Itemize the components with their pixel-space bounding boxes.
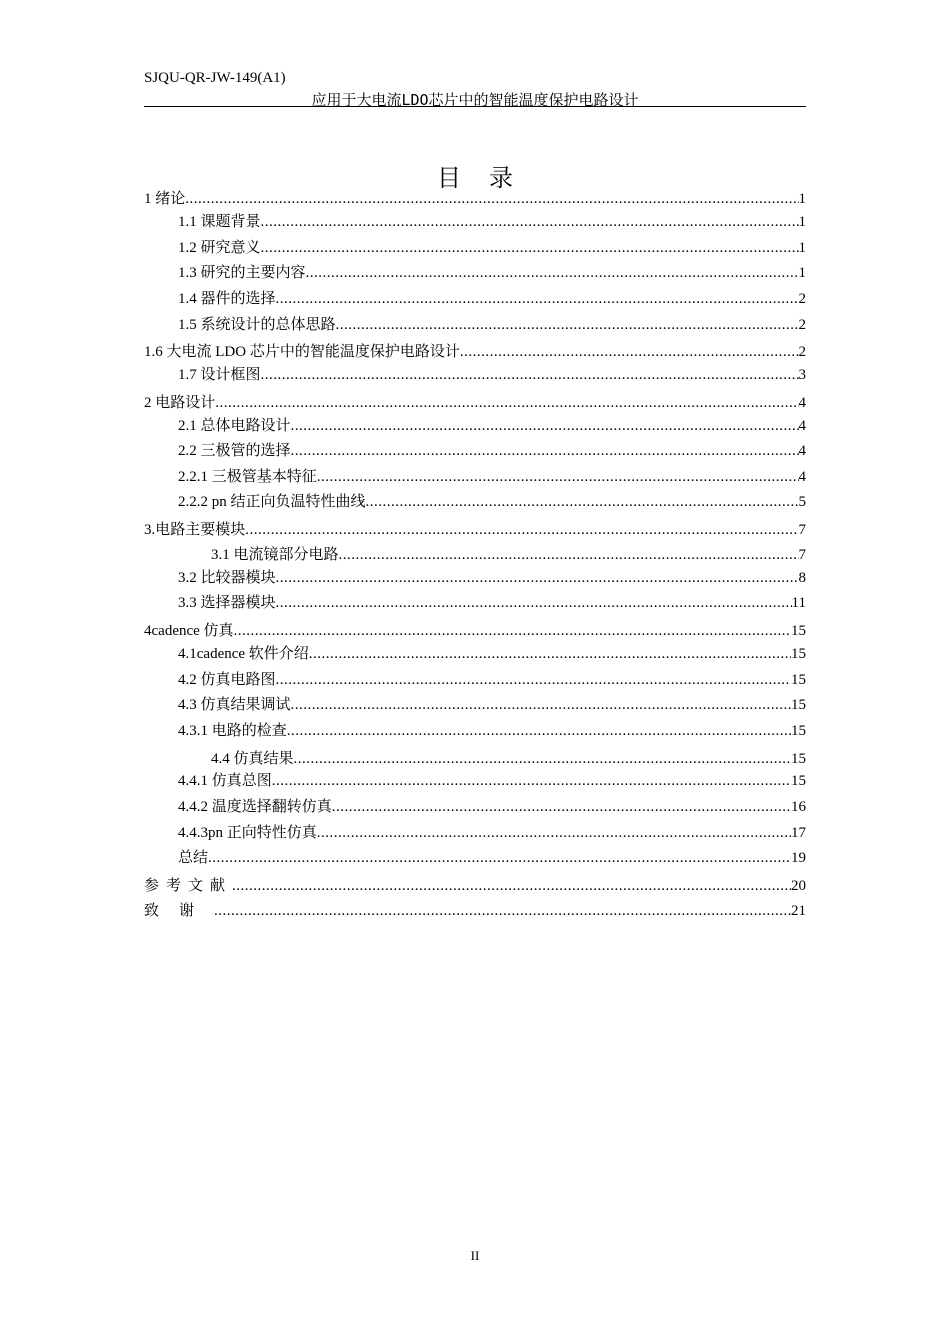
- toc-entry-label: 4.4.3pn 正向特性仿真: [178, 825, 317, 841]
- toc-entry[interactable]: [144, 620, 806, 642]
- toc-entry[interactable]: [144, 392, 806, 414]
- toc-entry-label: 1.2 研究意义: [178, 240, 261, 256]
- toc-dot-leader: [306, 262, 799, 284]
- toc-entry[interactable]: [144, 466, 806, 488]
- toc-entry-page: 17: [791, 825, 806, 841]
- toc-entry[interactable]: [144, 364, 806, 386]
- toc-entry[interactable]: [144, 694, 806, 716]
- toc-entry[interactable]: [144, 341, 806, 363]
- toc-dot-leader: [276, 669, 791, 691]
- page-number: II: [470, 1248, 480, 1263]
- toc-entry[interactable]: [144, 669, 806, 691]
- toc-dot-leader: [332, 796, 791, 818]
- toc-entry-page: 21: [791, 903, 806, 919]
- toc-dot-leader: [261, 211, 799, 233]
- toc-dot-leader: [276, 288, 799, 310]
- toc-dot-leader: [208, 847, 791, 869]
- toc-entry-page: 4: [798, 443, 806, 459]
- toc-entry-label: 3.2 比较器模块: [178, 570, 276, 586]
- toc-entry-page: 16: [791, 799, 806, 815]
- toc-entry-page: 19: [791, 850, 806, 866]
- toc-entry[interactable]: [144, 519, 806, 541]
- header-divider: [144, 106, 806, 107]
- toc-entry[interactable]: [144, 847, 806, 869]
- toc-dot-leader: [215, 392, 798, 414]
- toc-entry-label: 1.7 设计框图: [178, 367, 261, 383]
- toc-entry-label: 2.2.2 pn 结正向负温特性曲线: [178, 494, 366, 510]
- toc-dot-leader: [366, 491, 799, 513]
- toc-entry-label: 1.5 系统设计的总体思路: [178, 317, 336, 333]
- toc-entry-label: 2.2.1 三极管基本特征: [178, 469, 317, 485]
- toc-entry-label: 1.4 器件的选择: [178, 291, 276, 307]
- toc-entry[interactable]: [144, 211, 806, 233]
- toc-dot-leader: [460, 341, 799, 363]
- toc-entry-label: 3.3 选择器模块: [178, 595, 276, 611]
- toc-dot-leader: [234, 620, 791, 642]
- toc-entry[interactable]: [144, 415, 806, 437]
- toc-entry[interactable]: [144, 875, 806, 897]
- toc-entry-page: 20: [791, 878, 806, 894]
- toc-entry-page: 5: [798, 494, 806, 510]
- toc-entry-label: 2 电路设计: [144, 395, 216, 411]
- toc-dot-leader: [291, 440, 799, 462]
- toc-entry-page: 11: [791, 595, 806, 611]
- toc-entry[interactable]: [144, 796, 806, 818]
- toc-dot-leader: [317, 466, 799, 488]
- toc-entry-label: 1.6 大电流 LDO 芯片中的智能温度保护电路设计: [144, 344, 460, 360]
- toc-entry-label: 3.1 电流镜部分电路: [211, 547, 339, 563]
- toc-entry-page: 2: [798, 291, 806, 307]
- toc-dot-leader: [276, 592, 792, 614]
- document-code: SJQU-QR-JW-149(A1): [144, 70, 286, 86]
- toc-entry[interactable]: [144, 770, 806, 792]
- toc-entry[interactable]: [144, 288, 806, 310]
- toc-entry-page: 15: [791, 697, 806, 713]
- toc-entry-page: 1: [798, 265, 806, 281]
- toc-entry-page: 15: [791, 646, 806, 662]
- toc-entry[interactable]: [144, 748, 806, 770]
- toc-dot-leader: [317, 822, 791, 844]
- toc-entry-page: 15: [791, 672, 806, 688]
- toc-dot-leader: [294, 748, 791, 770]
- toc-dot-leader: [309, 643, 791, 665]
- toc-entry-label: 1.3 研究的主要内容: [178, 265, 306, 281]
- toc-entry-page: 7: [798, 522, 806, 538]
- toc-entry-page: 7: [798, 547, 806, 563]
- toc-entry-label: 1 绪论: [144, 191, 186, 207]
- toc-dot-leader: [214, 900, 791, 922]
- toc-entry[interactable]: [144, 544, 806, 566]
- toc-entry[interactable]: [144, 643, 806, 665]
- toc-entry-label: 2.1 总体电路设计: [178, 418, 291, 434]
- toc-entry-label: 1.1 课题背景: [178, 214, 261, 230]
- toc-entry-page: 4: [798, 418, 806, 434]
- toc-entry-label: 4.4.1 仿真总图: [178, 773, 272, 789]
- toc-entry[interactable]: [144, 720, 806, 742]
- toc-entry-page: 15: [791, 773, 806, 789]
- toc-dot-leader: [185, 188, 798, 210]
- toc-entry[interactable]: [144, 592, 806, 614]
- toc-entry[interactable]: [144, 822, 806, 844]
- toc-dot-leader: [287, 720, 791, 742]
- toc-dot-leader: [261, 364, 799, 386]
- toc-entry-label: 2.2 三极管的选择: [178, 443, 291, 459]
- toc-entry-page: 8: [798, 570, 806, 586]
- toc-dot-leader: [245, 519, 798, 541]
- toc-dot-leader: [339, 544, 799, 566]
- toc-dot-leader: [261, 237, 799, 259]
- toc-entry-page: 15: [791, 751, 806, 767]
- toc-entry-page: 2: [798, 344, 806, 360]
- toc-entry-page: 1: [798, 240, 806, 256]
- running-header-title: 应用于大电流LDO芯片中的智能温度保护电路设计: [311, 91, 639, 109]
- toc-entry-label: 4.1cadence 软件介绍: [178, 646, 309, 662]
- toc-entry[interactable]: [144, 440, 806, 462]
- toc-dot-leader: [291, 415, 799, 437]
- toc-entry-page: 1: [798, 214, 806, 230]
- toc-dot-leader: [232, 875, 791, 897]
- toc-entry[interactable]: [144, 262, 806, 284]
- toc-entry[interactable]: [144, 567, 806, 589]
- toc-entry-label: 4.4 仿真结果: [211, 751, 294, 767]
- toc-entry-label: 4.2 仿真电路图: [178, 672, 276, 688]
- toc-dot-leader: [272, 770, 791, 792]
- toc-dot-leader: [276, 567, 799, 589]
- toc-entry-page: 3: [798, 367, 806, 383]
- toc-dot-leader: [291, 694, 791, 716]
- toc-entry[interactable]: [144, 237, 806, 259]
- toc-entry-page: 4: [798, 395, 806, 411]
- toc-entry-label: 4.3.1 电路的检查: [178, 723, 287, 739]
- toc-entry-label: 4cadence 仿真: [144, 623, 234, 639]
- toc-dot-leader: [336, 314, 799, 336]
- toc-entry[interactable]: [144, 900, 806, 922]
- toc-entry-page: 2: [798, 317, 806, 333]
- toc-entry-label: 4.4.2 温度选择翻转仿真: [178, 799, 332, 815]
- toc-entry[interactable]: [144, 491, 806, 513]
- toc-entry-label: 4.3 仿真结果调试: [178, 697, 291, 713]
- toc-entry-page: 15: [791, 623, 806, 639]
- toc-entry[interactable]: [144, 188, 806, 210]
- toc-entry-label: 参考文献: [144, 878, 233, 894]
- toc-entry-label: 致谢: [144, 903, 215, 919]
- toc-entry[interactable]: [144, 314, 806, 336]
- toc-title: 目录: [437, 164, 541, 192]
- toc-entry-label: 3.电路主要模块: [144, 522, 246, 538]
- toc-entry-page: 15: [791, 723, 806, 739]
- toc-entry-label: 总结: [178, 850, 209, 866]
- toc-entry-page: 1: [798, 191, 806, 207]
- toc-entry-page: 4: [798, 469, 806, 485]
